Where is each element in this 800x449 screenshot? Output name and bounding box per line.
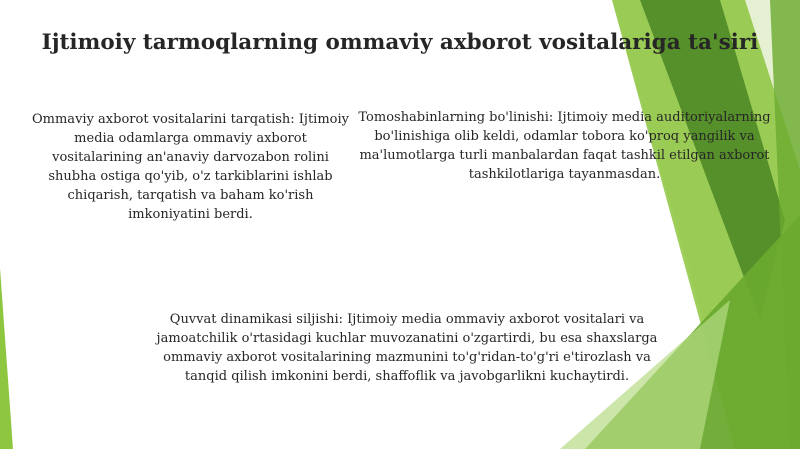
left-green-sliver (0, 268, 13, 449)
paragraph-media-distribution: Ommaviy axborot vositalarini tarqatish: Ijtimoiy media odamlarga ommaviy axborot vositalarining an'anaviy darvozabon rolini shubha ostiga qo'yib, o'z tarkiblarini ishlab chiqarish, tarqatish va baham ko'rish imkoniyatini berdi. (32, 112, 349, 222)
slide-title: Ijtimoiy tarmoqlarning ommaviy axborot vositalariga ta'siri (41, 30, 759, 55)
paragraph-power-dynamics: Quvvat dinamikasi siljishi: Ijtimoiy media ommaviy axborot vositalari va jamoatchilik o'rtasidagi kuchlar muvozanatini o'zgartirdi, bu esa shaxslarga ommaviy axborot vositalarining mazmunini to'g'ridan-to'g'ri e'tirozlash va tanqid qilish imkonini berdi, shaffoflik va javobgarlikni kuchaytirdi. (156, 312, 658, 384)
paragraph-audience-fragmentation: Tomoshabinlarning bo'linishi: Ijtimoiy media auditoriyalarning bo'linishiga olib keldi, odamlar tobora ko'proq yangilik va ma'lumotlarga turli manbalardan faqat tashkil etilgan axborot tashkilotlariga tayanmasdan. (358, 110, 771, 182)
